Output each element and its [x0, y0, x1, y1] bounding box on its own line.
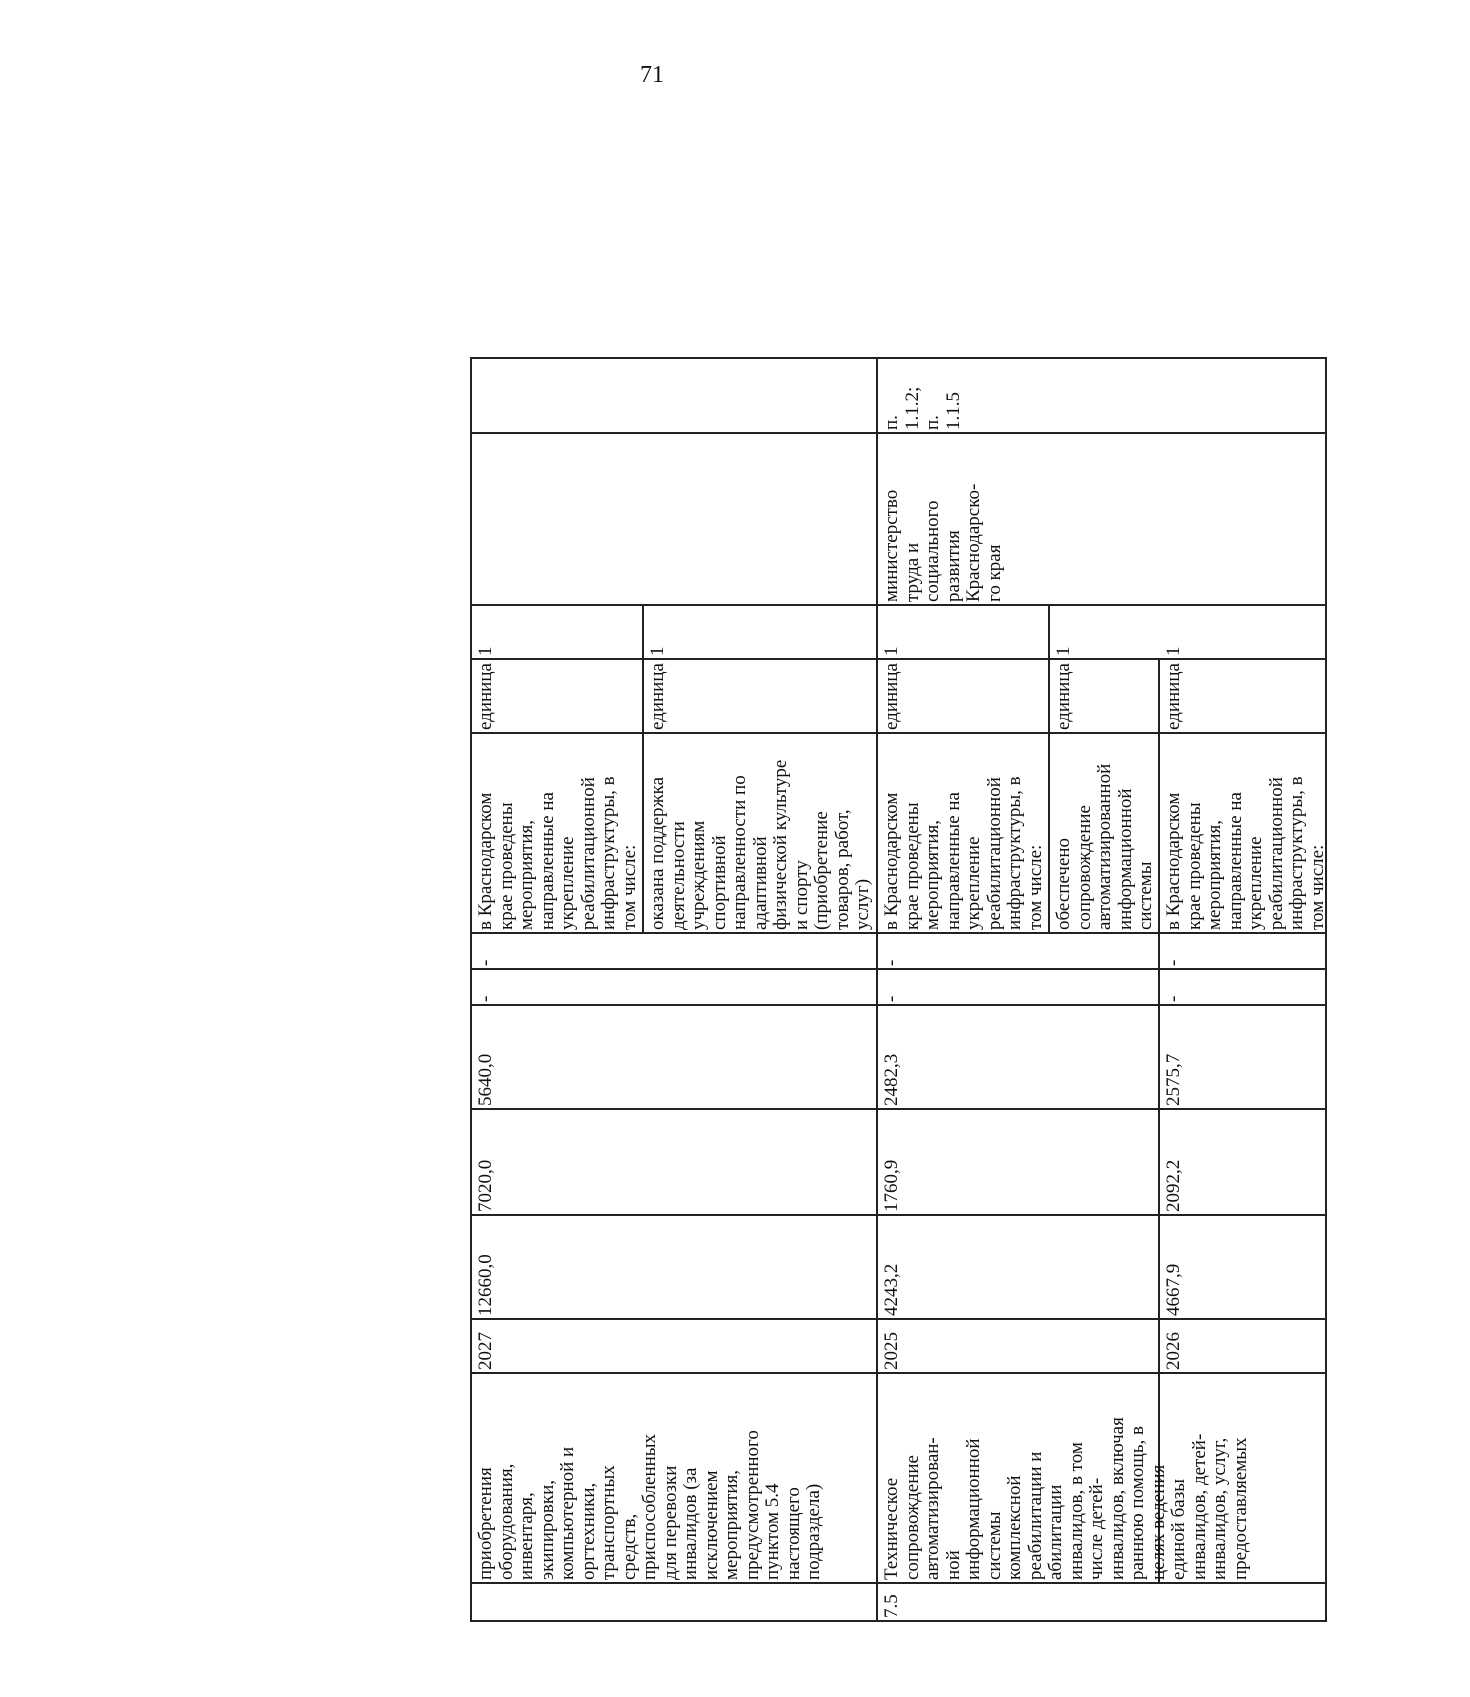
column-line	[470, 733, 1325, 735]
indicator-name: в Краснодарском крае проведены мероприятия, направленные на укрепление реабилитационной инфраструктуры, в том числе:	[1163, 776, 1328, 930]
page-number: 71	[640, 62, 664, 88]
indicator-name: оказана поддержка деятельности учреждениям спортивной направленности по адаптивной физической культуре и спорту (приобретение товаров, работ, услуг)	[647, 759, 873, 930]
column-line	[470, 659, 1325, 661]
table-border-top	[470, 359, 472, 1622]
column-line	[470, 1319, 1325, 1321]
indicator-name: в Краснодарском крае проведены мероприятия, направленные на укрепление реабилитационной инфраструктуры, в том числе:	[475, 776, 640, 930]
indicator-unit: единица	[647, 663, 668, 730]
indicator-unit: единица	[1053, 663, 1074, 730]
indicator-value: 1	[1053, 646, 1074, 656]
krai-budget: 7020,0	[475, 1159, 496, 1212]
total-amount: 4667,9	[1163, 1263, 1184, 1316]
federal-budget: 2575,7	[1163, 1053, 1184, 1106]
table-border-left	[470, 1621, 1325, 1623]
extra-budget: -	[475, 959, 496, 966]
activity-name: приобретения оборудования, инвентаря, экипировки, компьютерной и оргтехники, транспортных средств, приспособленных для перевозки инвалидов (за исключением мероприятия, предусмотренного пунктом 5.4 настоящего подраздела)	[475, 1430, 824, 1580]
federal-budget: 5640,0	[475, 1053, 496, 1106]
column-line	[470, 605, 1325, 607]
indicator-value: 1	[475, 646, 496, 656]
rotated-table-frame	[470, 74, 1470, 1622]
landscape-page	[0, 386, 1374, 1618]
indicator-unit: единица	[881, 663, 902, 730]
extra-budget: -	[1163, 959, 1184, 966]
indicator-value: 1	[881, 646, 902, 656]
table-border-bottom	[1325, 359, 1327, 1622]
executor-cell: министерство труда и социального развития Краснодарско- го края	[881, 483, 1005, 602]
indicator-unit: единица	[1163, 663, 1184, 730]
activity-name: Техническое сопровождение автоматизирован- ной информационной системы комплексной реабилитации и абилитации инвалидов, в том числе детей- инвалидов, включая раннюю помощь, в целях ведения единой базы инвалидов, детей- инвалидов, услуг, предоставляемых	[881, 1417, 1251, 1580]
local-budget: -	[881, 995, 902, 1002]
extra-budget: -	[881, 959, 902, 966]
indicator-value: 1	[1163, 646, 1184, 656]
column-line	[470, 433, 1325, 435]
local-budget: -	[1163, 995, 1184, 1002]
row-separator	[876, 359, 878, 1622]
krai-budget: 1760,9	[881, 1159, 902, 1212]
total-amount: 4243,2	[881, 1263, 902, 1316]
federal-budget: 2482,3	[881, 1053, 902, 1106]
reference-cell: п. 1.1.2; п. 1.1.5	[881, 386, 964, 430]
indicator-separator	[1048, 606, 1050, 934]
column-line	[470, 969, 1325, 971]
local-budget: -	[475, 995, 496, 1002]
column-line	[470, 1373, 1325, 1375]
indicator-name: в Краснодарском крае проведены мероприятия, направленные на укрепление реабилитационной инфраструктуры, в том числе:	[881, 776, 1046, 930]
year-cell: 2026	[1163, 1332, 1184, 1370]
table-border-right	[470, 358, 1327, 360]
total-amount: 12660,0	[475, 1254, 496, 1316]
krai-budget: 2092,2	[1163, 1159, 1184, 1212]
year-cell: 2025	[881, 1332, 902, 1370]
indicator-separator	[642, 606, 644, 934]
column-line	[470, 1583, 1325, 1585]
column-line	[470, 1005, 1325, 1007]
column-line	[470, 1215, 1325, 1217]
year-cell: 2027	[475, 1332, 496, 1370]
column-line	[470, 933, 1325, 935]
row-number: 7.5	[881, 1594, 902, 1618]
indicator-unit: единица	[475, 663, 496, 730]
indicator-value: 1	[647, 646, 668, 656]
indicator-name: обеспечено сопровождение автоматизированной информационной системы	[1053, 763, 1156, 930]
column-line	[470, 1109, 1325, 1111]
